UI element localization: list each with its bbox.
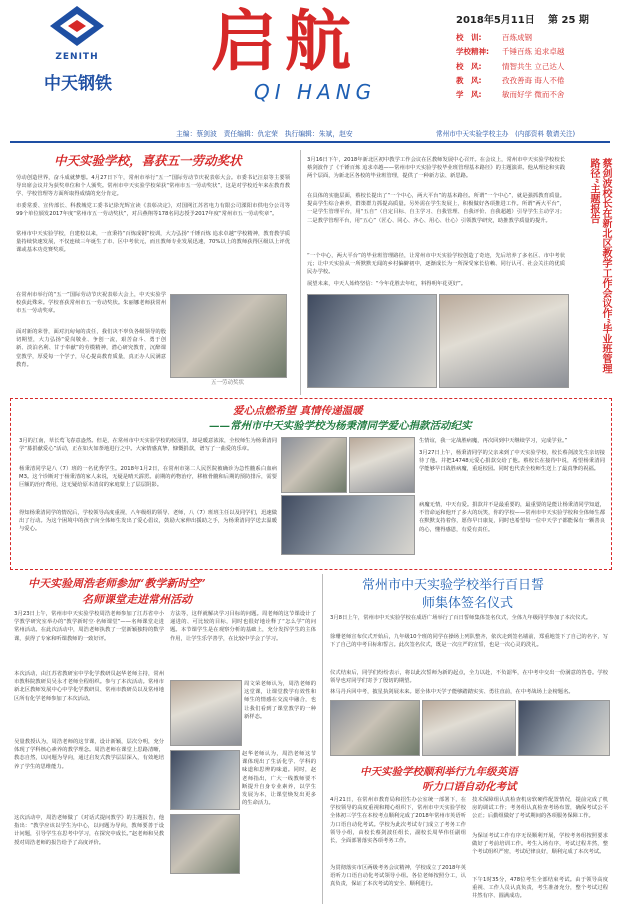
article-title: 爱心点燃希望 真情传递温暖 xyxy=(233,405,363,417)
article-pledge xyxy=(326,570,612,760)
article-title: 中天实验学校，喜获五一劳动奖状 xyxy=(54,153,242,168)
photo-teacher-portrait xyxy=(170,814,240,874)
article-paragraph: 下午1时35分，478位考生全部结束考试。由于领导高度重视、工作人员认真负责，考生准备充分，整个考试过程井然有序、圆满成功。 xyxy=(472,877,608,900)
motto-key: 学校精神: xyxy=(456,47,489,57)
article-paragraph: “一个中心，两大平台”的毕业班管理路径，让常州市中天实验学校创造了奇迹，先后培养了多名区、市中考状元；让中天实验从一所默默无闻的乡村偏僻初中，逐渐成长为一所深受家长信赖、同行认可、社会关注的优质民办学校。 xyxy=(307,253,565,276)
article-paragraph: 病魔无情，中天有爱。捐款并不是最重要的，最重要的是能让杨秉清同学知道，不管命运和他开了多大的玩笑，你的学校——常州市中天实验学校和全体师生都在默默支持着你，愿你早日康复，同时也希望每一位中天学子都能保有一颗善良的心，懂得感恩，有爱有责任。 xyxy=(419,502,605,533)
article-labor-award xyxy=(10,146,295,396)
article-paragraph: 仪式结束后，同学们纷纷表示，将以此次誓师为新的起点，全力以赴，不负韶华，在中考中交出一份满意的答卷。学校领导也对同学们寄予了殷切的期望。 xyxy=(330,670,608,685)
article-paragraph: 得知杨秉清同学的情况后，学校领导高度重视，八年级组的领导、老师，八（7）班班主任以及同学们，迅速做出了行动。为这个困境中的孩子向全体师生发出了爱心倡议，鼓励大家伸出援助之手，为杨秉清同学送去温暖与爱心。 xyxy=(19,510,277,533)
column-divider xyxy=(322,574,323,904)
issue-date: 2018年5月11日 xyxy=(456,15,535,26)
photo-pledge-wall xyxy=(422,700,516,756)
motto-list xyxy=(456,31,616,102)
article-paragraph: 在具体的实施层面，蔡校长提出了“一个中心，两大平台”的基本路径。所谓“一个中心”，就是强抓教育质量。提高学生综合素养，群策群力抓提高质量。另外需在学生发展上，积极做好各项推进工作。所谓“两大平台”，一是学生管理平台，用“五自”（自定目标、自主学习、自我管理、自我评价、自我超越）引导学生主动学习；二是教学管理平台，用“五心”（匠心、同心、齐心、用心、壮心）引领教学研究，助推教学质量的提升。 xyxy=(307,193,565,224)
motto-key: 教 风: xyxy=(456,75,482,85)
logo-text: ZENITH xyxy=(55,52,99,62)
article-paragraph: 杨秉清同学是八（7）班的一名优秀学生。2018年1月2日，在常州市第二人民医院被确诊为急性髓系白血病M3。这个诊断对于杨秉清的家人来说，无疑是晴天霹雳。前期的药物治疗，移植骨髓和后期的预防排斥，需要巨额的治疗费用，这无疑给原本清贫的家庭蒙上了层层阴影。 xyxy=(19,466,277,489)
article-subtitle: 名师课堂走进常州活动 xyxy=(82,593,192,606)
article-paragraph: 方法等，这样就解决学习目标的问题。周老师的这节课设计了递进的、可比较的目标，同时也很好地诠释了“怎么学”的问题。本节课学生是在观察分析的基础上，充分发挥学生的主体作用，让学生乐学善学，在比较中学会了学习。 xyxy=(170,611,316,642)
article-paragraph: 3月16日下午，2018年新北区初中教学工作会议在区教师发展中心召开。在会议上，常州市中天实验学校校长蔡剑波作了《千锤百炼 追求卓越——常州市中天实验学校毕业班管理基本路径》的主题演讲。他从理论和实践两个层面，为新北区各校的毕业班管理，提供了一种新方法、新思路。 xyxy=(307,157,565,180)
motto-key: 学 风: xyxy=(456,90,482,100)
masthead xyxy=(0,0,620,143)
article-paragraph: 生情谊，我一定战胜病魔，再次回到中天继续学习，完成学业。” xyxy=(419,438,568,444)
article-paragraph: 本次活动，由江苏省教研室中学化学教研员赵华老师主持，常州市教科院教研员吴永才老师全程组织。参与了本次活动。常州市新北区教师发展中心中学化学教研员、常州市教研员以及常州地区所有化学老师参加了本次活动。 xyxy=(14,671,164,702)
article-paragraph: 市委常委、宣传部长、科教城党工委书记徐光辉宣读《表彰决定》，对国网江苏省电力有限公司溧阳市供电分公司等99个单位颁发2017年度“常州市五一劳动奖状”，对吕燕翔等178名同志授予2017年度“常州市五一劳动奖章”。 xyxy=(16,203,290,218)
article-paragraph: 为贯彻落实市区两级考务会议精神，学校成立了2018年英语听力口语自动化考试领导小组。各位老师按照分工，认真负责，保证了本次考试的安全、顺利进行。 xyxy=(330,865,466,888)
photo-classroom xyxy=(170,750,240,810)
article-title: 常州市中天实验学校举行百日誓 xyxy=(362,578,545,593)
issue-number: 第 25 期 xyxy=(548,15,589,26)
article-paragraph: 劳动创造世界，奋斗成就梦想。4月27日下午，常州市举行“五一”国际劳动节庆祝表彰大会。市委书记汪泉等主要领导出席会议并为获奖单位和个人颁奖。常州市中天实验学校荣获“常州市五一劳动奖状”，这是对学校近年来在教育教学、学校管理等方面所取得成绩的充分肯定。 xyxy=(16,175,290,198)
article-paragraph: 吴量教授认为，周浩老师的这节课，设计新颖，层次分明，充分体现了学科核心素养的教学理念。周浩老师在课堂上思路清晰，教态自然，以问题为导向，通过启发式教学层层深入，有效地培养了学生的思维能力。 xyxy=(14,739,164,770)
publisher: 常州市中天实验学校主办 (内部资料 敬请关注) xyxy=(436,130,576,138)
photo-donation-group xyxy=(349,437,415,493)
column-divider xyxy=(300,150,301,395)
article-paragraph: 3月8日上午，常州市中天实验学校在成语广场举行了百日誓师集体签名仪式，全体九年级同学参加了本次仪式。 xyxy=(330,615,591,621)
article-paragraph: 徐珊老师宣布仪式开始后，九年级10个班的同学在操场上列队整齐，依次走到签名墙前，郑重地签下了自己的名字，写下了自己的中考目标和誓言。此次签名仪式，既是一次庄严的宣誓，也是一次心灵的洗礼。 xyxy=(330,634,608,649)
motto-key: 校 风: xyxy=(456,61,482,71)
article-subtitle: 听力口语自动化考试 xyxy=(422,781,517,793)
article-charity xyxy=(10,398,612,570)
article-principal-report xyxy=(303,146,613,396)
article-paragraph: 林马丹兵回中考，披星执剑展未来。愿全体中天学子能够踏踏实实、勇往直前，在中考战场上金榜题名。 xyxy=(330,689,574,695)
article-paragraph: 为保证考试工作有序无误顺利开展，学校考务组按照要求做好了考前培训工作。考生入场有序，考试过程井然，整个考试组织严密，考试纪律良好，顺利完成了本次考试。 xyxy=(472,833,608,856)
article-paragraph: 常州市中天实验学校，自建校以来，一直秉持“百炼成钢”校训，大力弘扬“千锤百炼 追求卓越”学校精神，教育教学质量持续快速发展，不仅连续三年诞生了市、区中考状元，而且教师专业发展迅速，70%以上的教师获得区级以上评优课或基本功竞赛奖项。 xyxy=(16,231,290,254)
motto-value: 孜孜善诲 诲人不倦 xyxy=(502,75,565,85)
photo-caption: 五一劳动奖状 xyxy=(210,380,244,386)
masthead-rule xyxy=(10,141,610,143)
article-paragraph: 在常州市举行的“五一”国际劳动节庆祝表彰大会上，中天实验学校获此殊荣。学校喜获常州市五一劳动奖状。朱丽娜老师获常州市五一劳动奖章。 xyxy=(16,292,166,315)
photo-pledge-signing xyxy=(330,700,420,756)
motto-key: 校 训: xyxy=(456,33,482,42)
motto-value: 情智共生 立己达人 xyxy=(502,61,565,71)
article-english-exam xyxy=(326,762,612,905)
credits: 主编：蔡剑波 责任编辑：仇定荣 执行编辑：朱斌，赵安 xyxy=(176,130,353,138)
article-paragraph: 周文荣老师认为，周浩老师的这堂课，让课堂教学有效性和师生的情感在交流中融合，也让我们看到了课堂教学的一种新样态。 xyxy=(244,681,316,720)
article-subtitle: 师集体签名仪式 xyxy=(422,596,514,611)
newspaper-title: 启航 xyxy=(211,2,359,80)
article-paragraph: 展望未来，中天人始终坚信：“今年花胜去年红，料得明年花更好”。 xyxy=(307,281,467,287)
photo-pledge-students xyxy=(518,700,610,756)
article-paragraph: 3月23日上午，常州市中天实验学校周浩老师参加了江苏省中小学教学研究室举办的“教学新时空·名师课堂”——名师课堂走进常州活动。在此次活动中，周浩老师执教了一堂新颖独特的数学课，获得了专家和听课教师的一致好评。 xyxy=(14,611,164,642)
article-teacher-zhou xyxy=(10,570,320,905)
newspaper-pinyin: QI HANG xyxy=(254,80,377,104)
article-paragraph: 4月21日，在常州市教育局和招生办公室统一部署下，在学校领导的高度重视和精心组织下，常州市中天实验学校全体初三学生在本校考点顺利完成了2018年常州市英语听力口语自动化考试。学校为此次考试专门成立了考务工作领导小组，由校长蔡剑波任组长，副校长周华伟任副组长，全面部署落实各项考务工作。 xyxy=(330,797,466,845)
zenith-logo xyxy=(48,4,106,70)
article-title: 中天实验学校顺利举行九年级英语 xyxy=(360,766,518,778)
logo-cn: 中天钢铁 xyxy=(44,74,112,94)
logo-mark-icon xyxy=(48,4,106,48)
motto-value: 千锤百炼 追求卓越 xyxy=(502,47,565,57)
photo-lecture xyxy=(170,680,242,746)
article-paragraph: 赵华老师认为，周浩老师这节课体现出了生活化学、学科的味道和思辨的味道。同时，赵老师指出，广大一线教师要不断提升自身专业素养，以学生发展为本，让课堂焕发出更多的生命活力。 xyxy=(242,751,316,807)
article-paragraph: 面对新的荣誉，面对沉甸甸的责任，我们决不辜负各级领导的殷切期望，大力弘扬“爱岗敬业、争创一流，艰苦奋斗、勇于创新、淡泊名利、甘于奉献”的劳模精神，潜心研究教育，沉醉课堂教学，厚爱每一个学子，尽心提高教育质量，真正办人民满意教育。 xyxy=(16,329,166,368)
motto-value: 敏而好学 微而不舍 xyxy=(502,90,565,100)
article-title: 中天实验周浩老师参加“教学新时空” xyxy=(28,577,206,590)
article-paragraph: 这次活动中，周浩老师做了《对话式提问教学》的主题报告，他指出：“教学应该以学生为中心，以问题为导向，教师要善于设计问题，引导学生在思考中学习，在探究中成长。”赵老师和吴教授对周浩老师的报告给予了高度评价。 xyxy=(14,815,164,846)
motto-value: 百炼成钢 xyxy=(502,33,532,42)
article-subtitle: ——常州市中天实验学校为杨秉清同学爱心捐款活动纪实 xyxy=(209,420,472,432)
photo-award-ceremony xyxy=(170,294,287,378)
photo-conference-hall xyxy=(307,294,437,388)
article-paragraph: 3月的江南，草长莺飞春意盎然。但是，在常州市中天实验学校的校园里，却是暖意浓浓，全校师生为杨秉清同学“募捐献爱心”活动，正在如火如荼地进行之中。大家情感真挚，慷慨捐款，谱写了一曲爱的乐章。 xyxy=(19,438,277,453)
photo-principal-speech xyxy=(439,294,569,388)
article-paragraph: 3月27日上午，杨秉清同学的父亲来到了中天实验学校，校长蔡剑波先生亲切接待了他。并把14748元爱心捐款交给了他。蔡校长在接待中说，希望杨秉清同学能够早日战胜病魔，重返校园。同时也代表全校师生送上了最真挚的祝福。 xyxy=(419,450,605,473)
photo-students-row xyxy=(281,495,415,555)
vertical-title: 蔡剑波校长在新北区教学工作会议作“毕业班管理路径”主题报告 xyxy=(588,158,611,374)
photo-donation-handover xyxy=(281,437,347,493)
article-paragraph: 技术保障组认真检查机房软硬件配置情况，提前完成了机房的调试工作；考务组认真检查考场布置，确保考试公平公正；后勤组做好了考试期间的各项服务保障工作。 xyxy=(472,797,608,820)
